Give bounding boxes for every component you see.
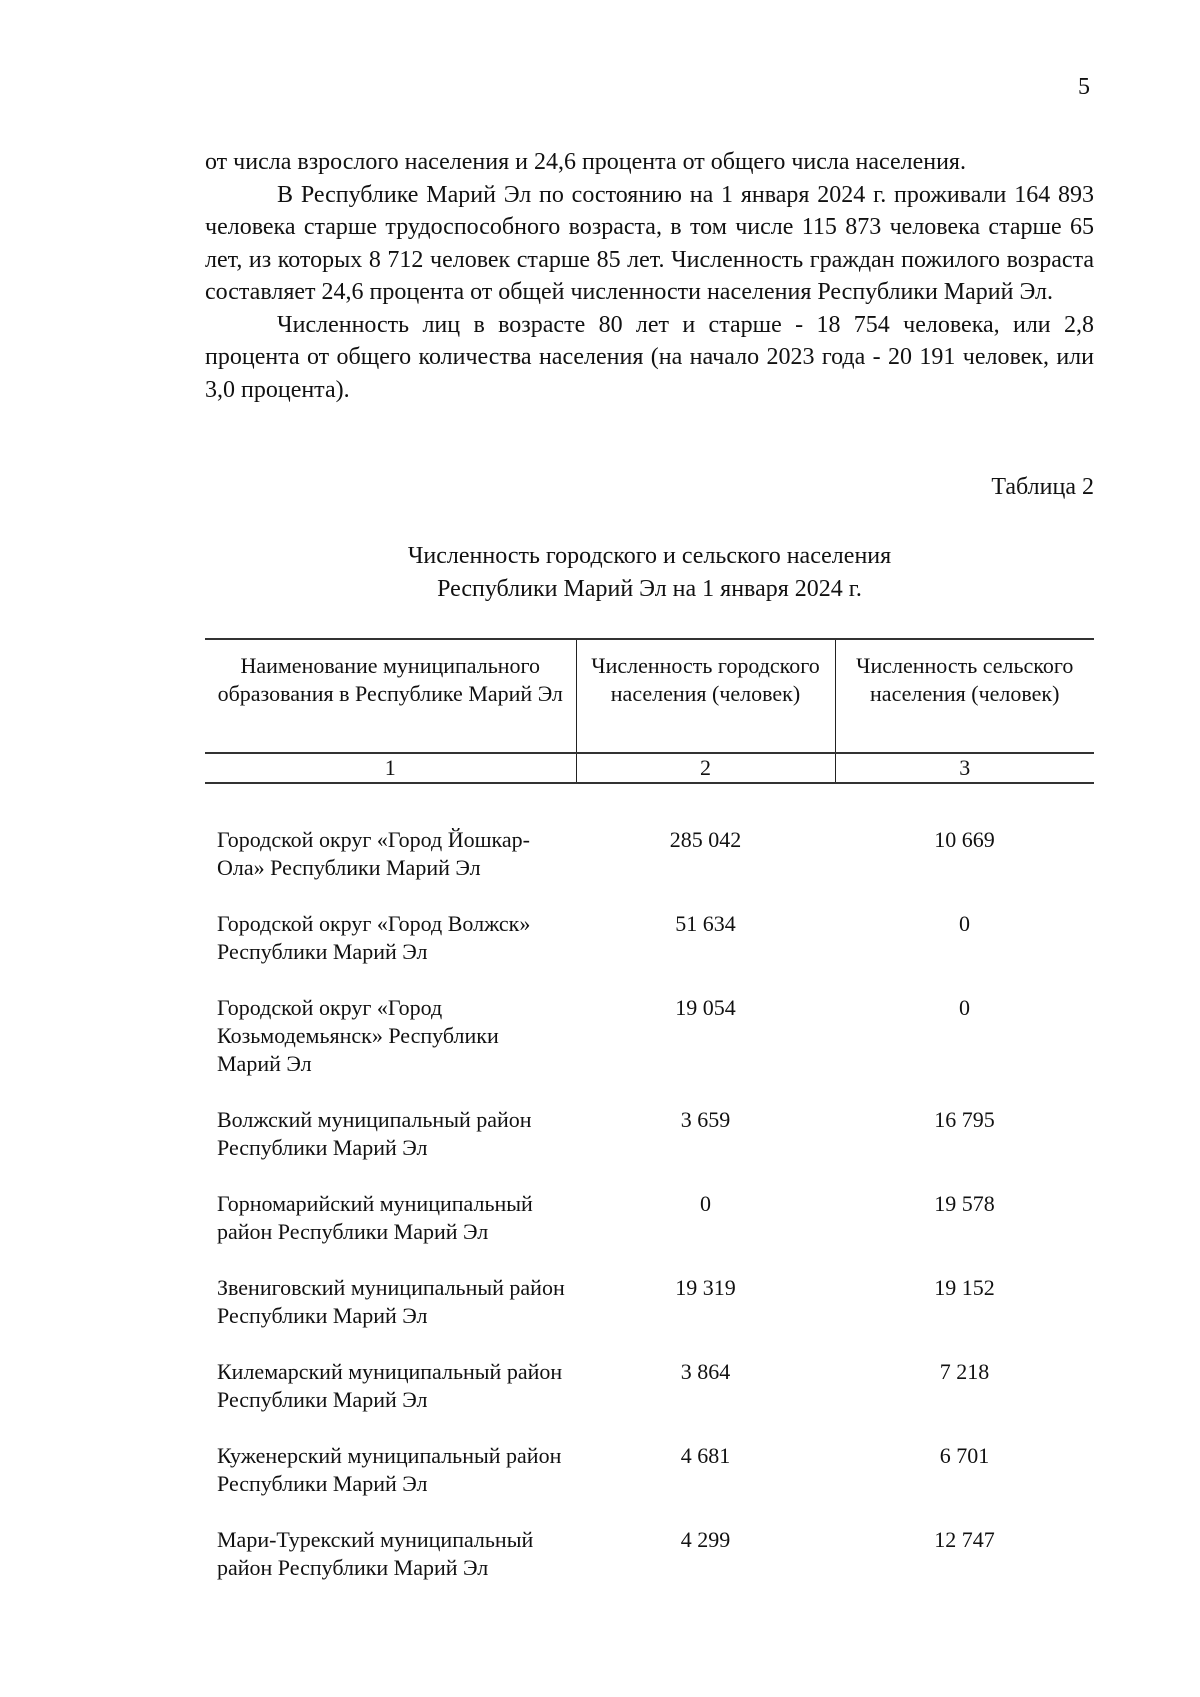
body-text (205, 146, 1094, 406)
column-number: 1 (205, 753, 576, 783)
rural-population: 16 795 (934, 1107, 995, 1132)
urban-population: 4 299 (680, 1527, 731, 1552)
municipality-name: Волжский муниципальный район Республики Марий Эл (217, 1107, 532, 1160)
urban-population: 285 042 (669, 827, 742, 852)
municipality-name: Городской округ «Город Йошкар-Ола» Республики Марий Эл (217, 827, 530, 880)
municipality-name: Куженерский муниципальный район Республики Марий Эл (217, 1443, 562, 1496)
rural-population: 10 669 (934, 827, 995, 852)
table-row (205, 1526, 1094, 1610)
rural-population: 19 152 (934, 1275, 995, 1300)
urban-population: 51 634 (675, 911, 736, 936)
rural-population: 19 578 (934, 1191, 995, 1216)
municipality-name: Килемарский муниципальный район Республики Марий Эл (217, 1359, 563, 1412)
rural-population: 12 747 (934, 1527, 995, 1552)
table-row (205, 783, 1094, 910)
municipality-name: Городской округ «Город Волжск» Республики Марий Эл (217, 911, 531, 964)
urban-population: 4 681 (680, 1443, 731, 1468)
header-municipality: Наименование муниципального образования в Республике Марий Эл (205, 639, 576, 753)
header-rural: Численность сельского населения (человек) (835, 639, 1094, 753)
rural-population: 7 218 (939, 1359, 990, 1384)
rural-population: 6 701 (939, 1443, 990, 1468)
urban-population: 3 864 (680, 1359, 731, 1384)
urban-population: 0 (700, 1191, 711, 1216)
table-label: Таблица 2 (991, 474, 1094, 500)
municipality-name: Горномарийский муниципальный район Республики Марий Эл (217, 1191, 533, 1244)
urban-population: 19 054 (675, 995, 736, 1020)
table-row (205, 1442, 1094, 1526)
rural-population: 0 (959, 911, 970, 936)
caption-line: Республики Марий Эл на 1 января 2024 г. (437, 576, 862, 602)
municipality-name: Звениговский муниципальный район Республики Марий Эл (217, 1275, 565, 1328)
municipality-name: Городской округ «Город Козьмодемьянск» Республики Марий Эл (217, 995, 499, 1076)
caption-line: Численность городского и сельского населения (407, 543, 892, 569)
table-row (205, 910, 1094, 994)
urban-population: 19 319 (675, 1275, 736, 1300)
paragraph: В Республике Марий Эл по состоянию на 1 января 2024 г. проживали 164 893 человека старше трудоспособного возраста, в том числе 115 873 человека старше 65 лет, из которых 8 712 человек старше 85 лет. Численность граждан пожилого возраста составляет 24,6 процента от общей численности населения Республики Марий Эл. (205, 181, 1094, 305)
table-row (205, 994, 1094, 1106)
header-urban: Численность городского населения (человек) (576, 639, 835, 753)
page-number: 5 (1078, 74, 1090, 100)
table-row (205, 1274, 1094, 1358)
municipality-name: Мари-Турекский муниципальный район Республики Марий Эл (217, 1527, 534, 1580)
table-caption (205, 540, 1094, 606)
column-number: 2 (576, 753, 835, 783)
table-row (205, 1106, 1094, 1190)
paragraph: от числа взрослого населения и 24,6 процента от общего числа населения. (205, 149, 966, 175)
table-row (205, 1358, 1094, 1442)
urban-population: 3 659 (680, 1107, 731, 1132)
rural-population: 0 (959, 995, 970, 1020)
table-row (205, 1190, 1094, 1274)
population-table (205, 638, 1094, 1610)
column-number: 3 (835, 753, 1094, 783)
paragraph: Численность лиц в возрасте 80 лет и старше - 18 754 человека, или 2,8 процента от общего количества населения (на начало 2023 года - 20 191 человек, или 3,0 процента). (205, 311, 1094, 403)
